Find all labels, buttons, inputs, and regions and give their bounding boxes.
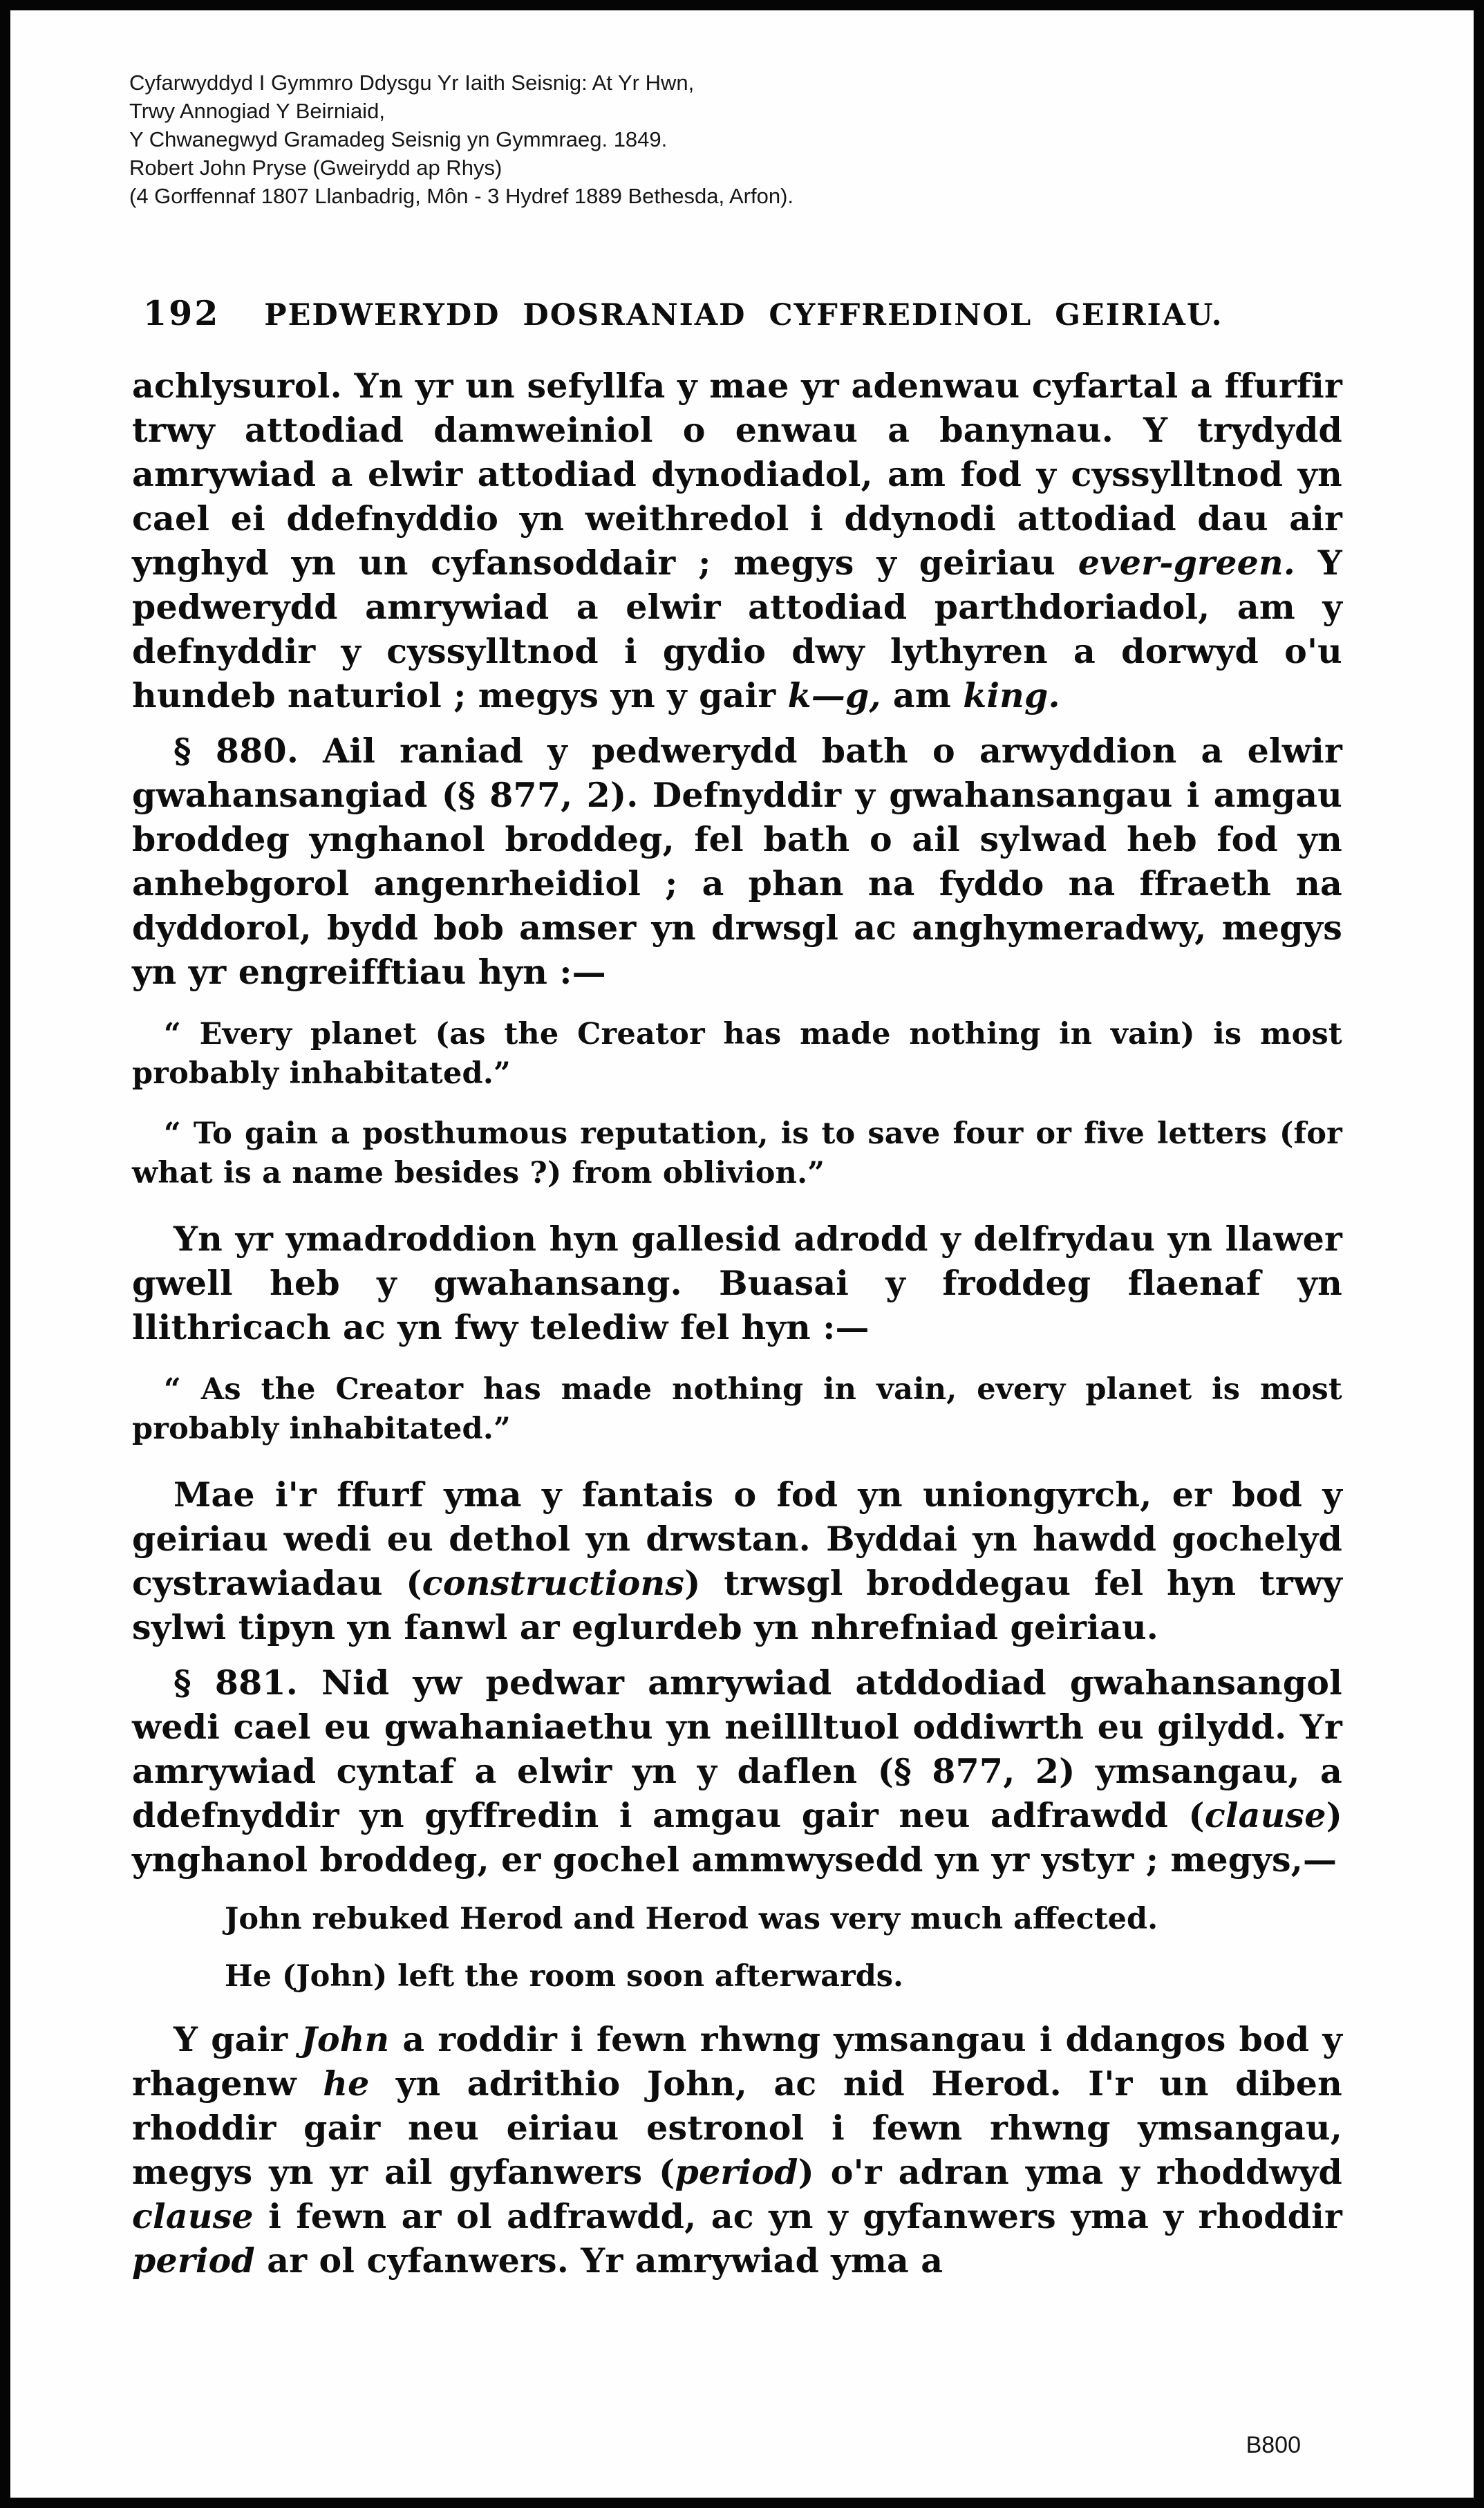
page-header — [143, 293, 1474, 333]
page-number: 192 — [143, 293, 220, 333]
bibliography-line: Cyfarwyddyd I Gymmro Ddysgu Yr Iaith Seisnig: At Yr Hwn, — [129, 71, 695, 95]
paragraph-commentary: Yn yr ymadroddion hyn gallesid adrodd y delfrydau yn llawer gwell heb y gwahansang. Buasai y froddeg flaenaf yn llithricach ac yn fwy telediw fel hyn :— — [132, 1219, 1342, 1347]
bibliography-line: Robert John Pryse (Gweirydd ap Rhys) — [129, 156, 503, 180]
paragraph-john-explanation: Y gair John a roddir i fewn rhwng ymsangau i ddangos bod y rhagenw he yn adrithio John, ac nid Herod. I'r un diben rhoddir gair neu eiriau estronol i fewn rhwng ymsangau, megys yn yr ail gyfanwers (period) o'r adran yma y rhoddwyd clause i fewn ar ol adfrawdd, ac yn y gyfanwers yma y rhoddir period ar ol cyfanwers. Yr amrywiad yma a — [132, 2019, 1343, 2281]
bibliography-note — [129, 68, 1391, 210]
paragraph-section-881: § 881. Nid yw pedwar amrywiad atddodiad gwahansangol wedi cael eu gwahaniaethu yn neillltuol oddiwrth eu gilydd. Yr amrywiad cyntaf a elwir yn y daflen (§ 877, 2) ymsangau, a ddefnyddir yn gyffredin i amgau gair neu adfrawdd (clause) ynghanol broddeg, er gochel ammwysedd yn yr ystyr ; megys,— — [132, 1663, 1342, 1880]
bibliography-line: (4 Gorffennaf 1807 Llanbadrig, Môn - 3 Hydref 1889 Bethesda, Arfon). — [129, 184, 794, 208]
quotation-posthumous: “ To gain a posthumous reputation, is to save four or five letters (for what is a name besides ?) from oblivion.” — [132, 1116, 1342, 1190]
paragraph-form-advantage: Mae i'r ffurf yma y fantais o fod yn uniongyrch, er bod y geiriau wedi eu dethol yn drwstan. Byddai yn hawdd gochelyd cystrawiadau (constructions) trwsgl broddegau fel hyn trwy sylwi tipyn yn fanwl ar eglurdeb yn nhrefniad geiriau. — [132, 1475, 1342, 1647]
example-sentence: He (John) left the room soon afterwards. — [225, 1959, 903, 1994]
bibliography-line: Y Chwanegwyd Gramadeg Seisnig yn Gymmraeg. 1849. — [129, 127, 668, 151]
plate-mark: B800 — [1246, 2432, 1301, 2458]
example-sentence: John rebuked Herod and Herod was very much affected. — [225, 1902, 1158, 1936]
bibliography-line: Trwy Annogiad Y Beirniaid, — [129, 99, 385, 123]
running-title: PEDWERYDD DOSRANIAD CYFFREDINOL GEIRIAU. — [264, 298, 1223, 333]
quotation-every-planet: “ Every planet (as the Creator has made nothing in vain) is most probably inhabitated.” — [132, 1017, 1342, 1091]
paragraph-continuation: achlysurol. Yn yr un sefyllfa y mae yr adenwau cyfartal a ffurfir trwy attodiad damweiniol o enwau a banynau. Y trydydd amrywiad a elwir attodiad dynodiadol, am fod y cyssylltnod yn cael ei ddefnyddio yn weithredol i ddynodi attodiad dau air ynghyd yn un cyfansoddair ; megys y geiriau ever-green. Y pedwerydd amrywiad a elwir attodiad parthdoriadol, am y defnyddir y cyssylltnod i gydio dwy lythyren a dorwyd o'u hundeb naturiol ; megys yn y gair k—g, am king. — [132, 366, 1342, 715]
page-body — [132, 364, 1342, 2283]
quotation-revised: “ As the Creator has made nothing in vain, every planet is most probably inhabitated.” — [132, 1372, 1342, 1446]
paragraph-section-880: § 880. Ail raniad y pedwerydd bath o arwyddion a elwir gwahansangiad (§ 877, 2). Defnyddir y gwahansangau i amgau broddeg ynghanol broddeg, fel bath o ail sylwad heb fod yn anhebgorol angenrheidiol ; a phan na fyddo na ffraeth na dyddorol, bydd bob amser yn drwsgl ac anghymeradwy, megys yn yr engreifftiau hyn :— — [132, 731, 1342, 992]
